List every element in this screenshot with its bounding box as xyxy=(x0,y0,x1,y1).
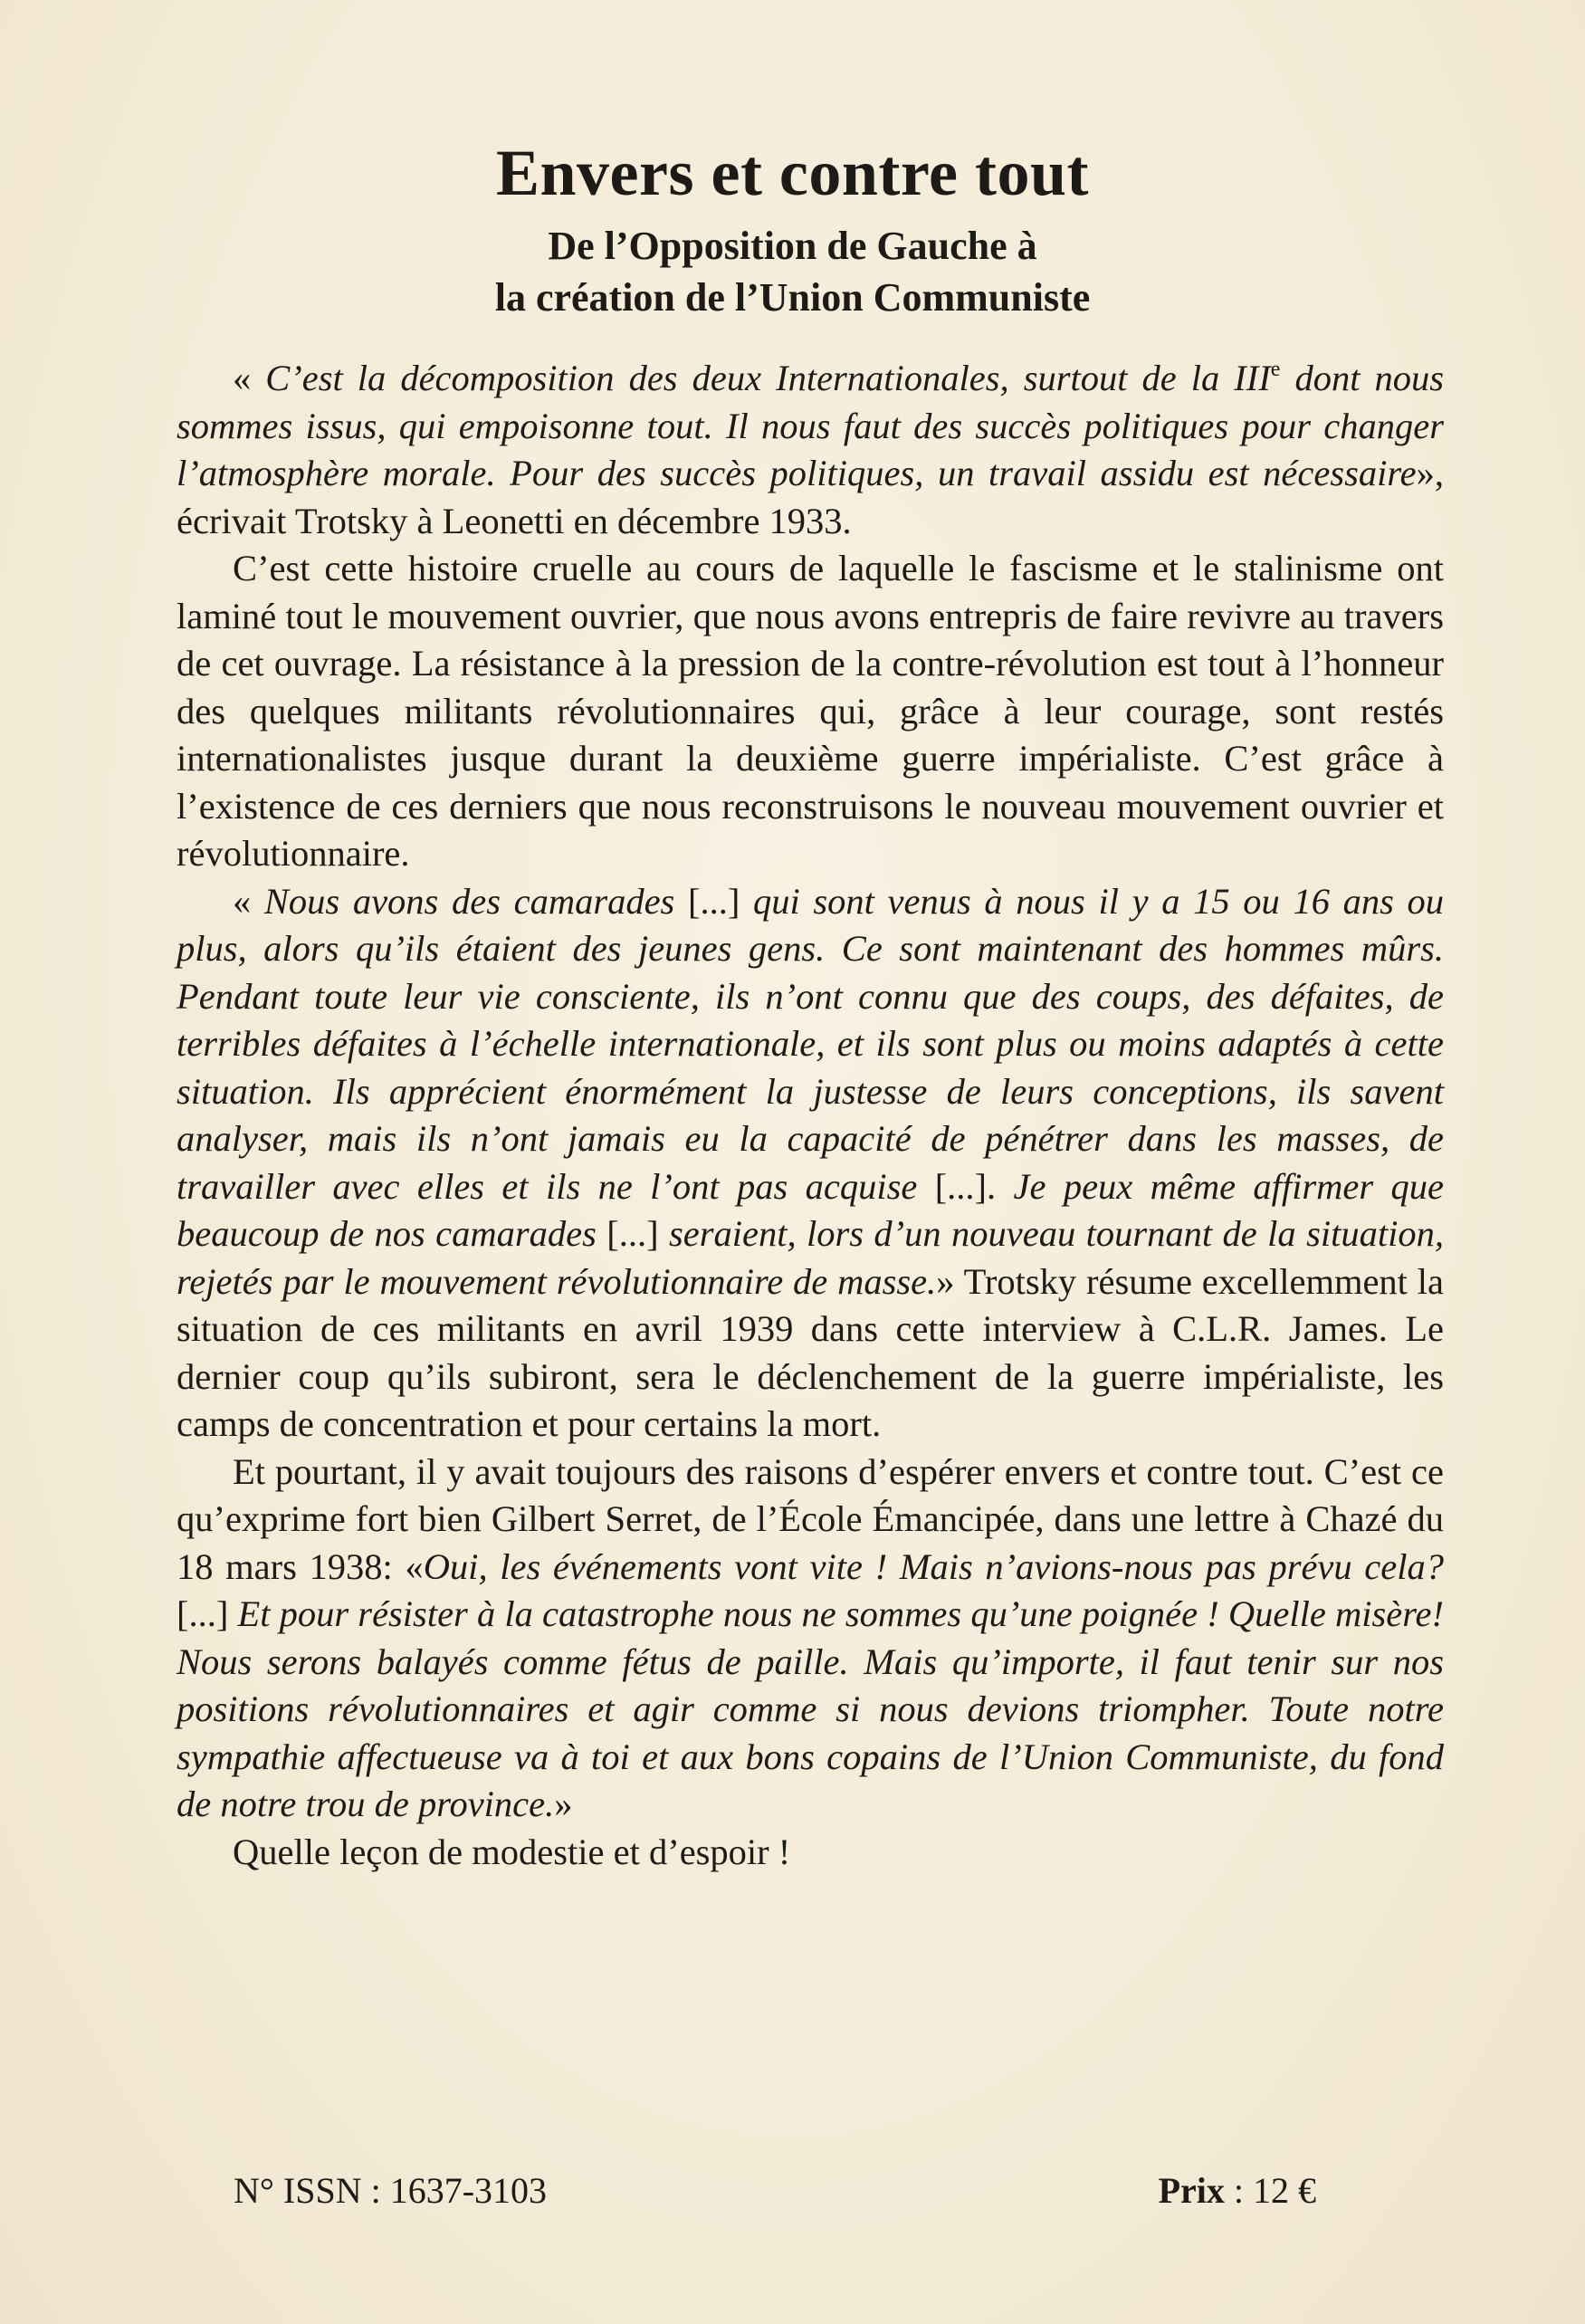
blurb-text xyxy=(177,355,1444,1876)
ellipsis: [...] xyxy=(674,880,753,922)
header xyxy=(0,136,1585,323)
price-value: : 12 € xyxy=(1224,2170,1316,2211)
price xyxy=(1159,2169,1316,2212)
book-title: Envers et contre tout xyxy=(495,137,1090,209)
quote-text: Nous avons des camarades xyxy=(263,880,675,922)
paragraph-text: », écrivait Trotsky à Leonetti en décembre 1933. xyxy=(177,453,1444,541)
quote-close: » xyxy=(554,1784,573,1824)
quote-text: dont nous sommes issus, qui empoisonne tout. Il nous faut des succès politiques pour changer l’atmosphère morale. Pour des succès politiques, un travail assidu est nécessaire xyxy=(177,358,1444,493)
quote-text: qui sont venus à nous il y a 15 ou 16 ans ou plus, alors qu’ils étaient des jeunes gens. Ce sont maintenant des hommes mûrs. Pendant toute leur vie consciente, ils n’ont connu que des coups, des défaites, de terribles défaites à l’échelle internationale, et ils sont plus ou moins adaptés à cette situation. Ils apprécient énormément la justesse de leurs conceptions, ils savent analyser, mais ils n’ont jamais eu la capacité de pénétrer dans les masses, de travailler avec elles et ils ne l’ont pas acquise xyxy=(177,880,1444,1207)
ellipsis: [...] xyxy=(596,1213,669,1254)
paragraph-5: Quelle leçon de modestie et d’espoir ! xyxy=(233,1831,791,1872)
superscript: e xyxy=(1270,358,1281,381)
subtitle-line-1: De l’Opposition de Gauche à xyxy=(548,223,1037,268)
paragraph-text: » Trotsky résume excellemment la situation de ces militants en avril 1939 dans cette interview à C.L.R. James. Le dernier coup qu’ils subiront, sera le déclenchement de la guerre impérialiste, les camps de concentration et pour certains la mort. xyxy=(177,1260,1445,1444)
book-subtitle xyxy=(0,220,1585,323)
paragraph-text: Et pourtant, il y avait toujours des raisons d’espérer envers et contre tout. C’est ce qu’exprime fort bien Gilbert Serret, de l’École Émancipée, dans une lettre à Chazé du 18 mars 1938: « xyxy=(177,1450,1444,1587)
footer xyxy=(234,2169,1316,2212)
issn-number: N° ISSN : 1637-3103 xyxy=(234,2170,548,2211)
paragraph-3 xyxy=(177,878,1444,1449)
price-label: Prix xyxy=(1158,2170,1225,2211)
ellipsis: [...] xyxy=(177,1593,238,1634)
quote-text: Oui, les événements vont vite ! Mais n’avions-nous pas prévu cela? xyxy=(423,1545,1445,1587)
quote-text: Je peux même affirmer que beaucoup de nos camarades xyxy=(177,1165,1444,1254)
paragraph-4 xyxy=(177,1449,1444,1829)
quote-open: « xyxy=(233,358,266,398)
subtitle-line-2: la création de l’Union Communiste xyxy=(494,274,1091,320)
quote-open: « xyxy=(233,880,264,922)
paragraph-1 xyxy=(177,355,1444,545)
quote-text: seraient, lors d’un nouveau tournant de la situation, rejetés par le mouvement révolutionnaire de masse. xyxy=(177,1213,1444,1302)
paragraph-2: C’est cette histoire cruelle au cours de laquelle le fascisme et le stalinisme ont laminé tout le mouvement ouvrier, que nous avons entrepris de faire revivre au travers de cet ouvrage. La résistance à la pression de la contre-révolution est tout à l’honneur des quelques militants révolutionnaires qui, grâce à leur courage, sont restés internationalistes jusque durant la deuxième guerre impérialiste. C’est grâce à l’existence de ces derniers que nous reconstruisons le nouveau mouvement ouvrier et révolutionnaire. xyxy=(177,548,1444,874)
quote-text: Et pour résister à la catastrophe nous ne sommes qu’une poignée ! Quelle misère! Nous serons balayés comme fétus de paille. Mais qu’importe, il faut tenir sur nos positions révolutionnaires et agir comme si nous devions triompher. Toute notre sympathie affectueuse va à toi et aux bons copains de l’Union Communiste, du fond de notre trou de province. xyxy=(177,1593,1444,1824)
ellipsis: [...]. xyxy=(917,1165,1014,1207)
quote-text: C’est la décomposition des deux Internationales, surtout de la III xyxy=(265,358,1271,398)
